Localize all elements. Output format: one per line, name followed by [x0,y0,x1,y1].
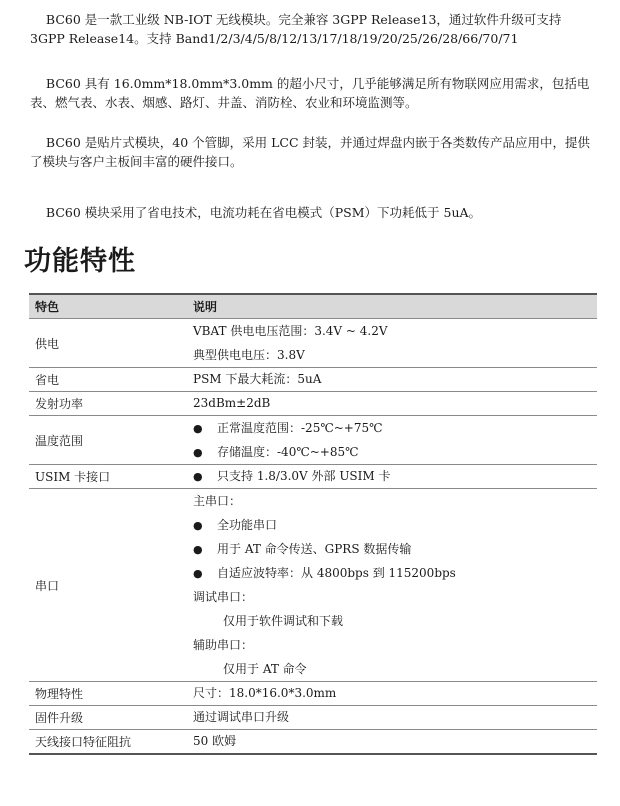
description-line [187,609,597,633]
description-line [187,730,597,753]
description-line [187,343,597,367]
description-text: 用于 AT 命令传送、GPRS 数据传输 [217,542,412,556]
feature-cell: 固件升级 [29,706,187,730]
table-row [29,319,597,368]
header-description: 说明 [187,294,597,319]
bullet-icon: ● [193,422,203,435]
description-line [187,537,597,561]
description-text: 尺寸：18.0*16.0*3.0mm [193,686,337,700]
description-line [187,489,597,513]
feature-cell: 温度范围 [29,416,187,465]
description-cell [187,392,597,416]
description-cell [187,319,597,368]
description-text: 调试串口： [193,590,254,604]
description-line [187,585,597,609]
section-title: 功能特性 [24,246,136,277]
description-line [187,416,597,440]
description-text: VBAT 供电电压范围：3.4V ~ 4.2V [193,324,388,338]
table-row [29,368,597,392]
table-row [29,465,597,489]
table-row [29,416,597,465]
bullet-icon: ● [193,567,203,580]
intro-paragraph-1: BC60 是一款工业级 NB-IOT 无线模块。完全兼容 3GPP Release13，通过软件升级可支持 3GPP Release14。支持 Band1/2/3/4/5/8/12/13/17/18/19/20/25/26/28/66/70/71 [30,12,566,46]
description-line [187,465,597,488]
description-cell [187,706,597,730]
table-row [29,489,597,682]
description-cell [187,682,597,706]
intro-paragraph-4: BC60 模块采用了省电技术，电流功耗在省电模式（PSM）下功耗低于 5uA。 [30,205,482,220]
description-line [187,633,597,657]
description-text: 仅用于软件调试和下载 [223,614,344,628]
description-text: 仅用于 AT 命令 [223,662,307,676]
description-text: 主串口： [193,494,242,508]
feature-cell: 天线接口特征阻抗 [29,730,187,755]
description-text: 23dBm±2dB [193,396,271,410]
bullet-icon: ● [193,543,203,556]
description-cell [187,465,597,489]
description-line [187,440,597,464]
description-text: 辅助串口： [193,638,254,652]
description-line [187,657,597,681]
description-cell [187,368,597,392]
description-line [187,368,597,391]
description-line [187,513,597,537]
description-line [187,682,597,705]
header-feature: 特色 [29,294,187,319]
table-row [29,730,597,755]
feature-cell: 发射功率 [29,392,187,416]
feature-table [29,293,597,755]
bullet-icon: ● [193,519,203,532]
description-text: 正常温度范围：-25℃~+75℃ [217,421,383,435]
description-text: 只支持 1.8/3.0V 外部 USIM 卡 [217,469,391,483]
table-header-row [29,294,597,319]
table-row [29,706,597,730]
bullet-icon: ● [193,470,203,483]
intro-paragraph-2: BC60 具有 16.0mm*18.0mm*3.0mm 的超小尺寸，几乎能够满足所有物联网应用需求，包括电表、燃气表、水表、烟感、路灯、井盖、消防栓、农业和环境监测等。 [30,76,590,110]
description-text: PSM 下最大耗流：5uA [193,372,322,386]
table-row [29,392,597,416]
description-text: 自适应波特率：从 4800bps 到 115200bps [217,566,456,580]
description-cell [187,416,597,465]
description-text: 全功能串口 [217,518,278,532]
feature-cell: 省电 [29,368,187,392]
intro-paragraph-3: BC60 是贴片式模块，40 个管脚，采用 LCC 封装，并通过焊盘内嵌于各类数传产品应用中，提供了模块与客户主板间丰富的硬件接口。 [30,135,591,169]
description-text: 存储温度：-40℃~+85℃ [217,445,359,459]
description-text: 典型供电电压：3.8V [193,348,305,362]
description-text: 50 欧姆 [193,734,237,748]
feature-cell: 物理特性 [29,682,187,706]
description-line [187,561,597,585]
table-row [29,682,597,706]
bullet-icon: ● [193,446,203,459]
description-cell [187,730,597,755]
description-line [187,706,597,729]
description-line [187,392,597,415]
feature-cell: 供电 [29,319,187,368]
feature-cell: 串口 [29,489,187,682]
description-line [187,319,597,343]
feature-cell: USIM 卡接口 [29,465,187,489]
description-cell [187,489,597,682]
table-body [29,319,597,755]
description-text: 通过调试串口升级 [193,710,290,724]
